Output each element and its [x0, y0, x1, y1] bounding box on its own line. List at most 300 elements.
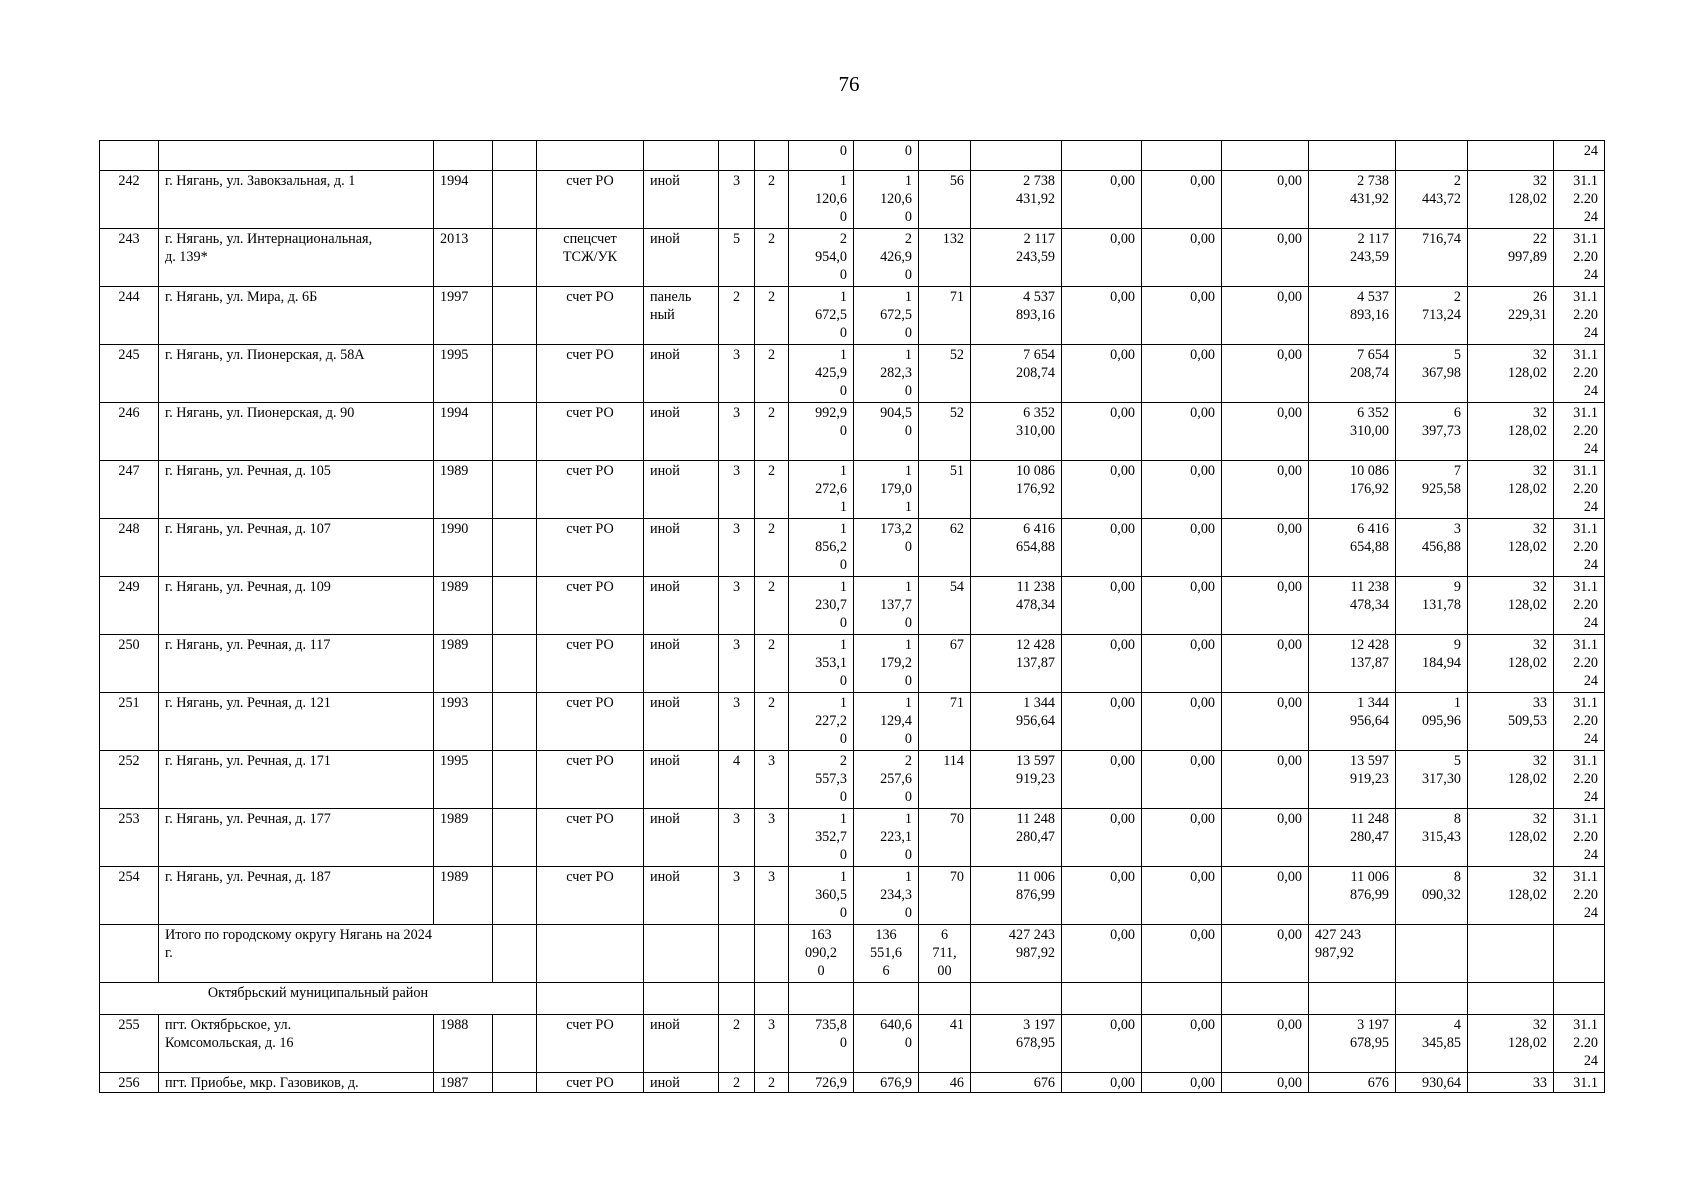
- cell-own: 676: [1309, 1073, 1396, 1093]
- cell-c1: 0,00: [1062, 635, 1142, 693]
- table-row: [100, 229, 1605, 287]
- cell-entr: 2: [755, 519, 789, 577]
- table-row: [100, 693, 1605, 751]
- cell-addr: г. Нягань, ул. Речная, д. 177: [159, 809, 434, 867]
- cell-addr: г. Нягань, ул. Речная, д. 107: [159, 519, 434, 577]
- cell-entr: 2: [755, 287, 789, 345]
- cell-entr: 2: [755, 635, 789, 693]
- table-cell: [919, 141, 971, 171]
- table-cell: [1222, 141, 1309, 171]
- cell-limit: 32 128,02: [1468, 867, 1554, 925]
- cell-own: 6 352 310,00: [1309, 403, 1396, 461]
- cell-c3: 0,00: [1222, 519, 1309, 577]
- cell-limit: 26 229,31: [1468, 287, 1554, 345]
- table-cell: [854, 983, 919, 1015]
- cell-year: 1989: [434, 867, 493, 925]
- cell-year: 1995: [434, 345, 493, 403]
- table-cell: [971, 983, 1062, 1015]
- cell-blank: [493, 809, 537, 867]
- cell-area: 726,9: [789, 1073, 854, 1093]
- cell-c3: 0,00: [1222, 1073, 1309, 1093]
- cell-n: 248: [100, 519, 159, 577]
- cell-floors: 3: [719, 171, 755, 229]
- table-cell: [1554, 925, 1605, 983]
- cell-c3: 0,00: [1222, 171, 1309, 229]
- cell-addr: г. Нягань, ул. Завокзальная, д. 1: [159, 171, 434, 229]
- cell-cost: 1 344 956,64: [971, 693, 1062, 751]
- cell-fund: счет РО: [537, 809, 644, 867]
- cell-c2: 0,00: [1142, 229, 1222, 287]
- cell-own: 6 416 654,88: [1309, 519, 1396, 577]
- table-row: [100, 809, 1605, 867]
- cell-c3: 0,00: [1222, 1015, 1309, 1073]
- cell-fund: счет РО: [537, 693, 644, 751]
- cell-cost: 6 352 310,00: [971, 403, 1062, 461]
- cell-living: 1 179,0 1: [854, 461, 919, 519]
- cell-year: 1989: [434, 809, 493, 867]
- cell-year: 1997: [434, 287, 493, 345]
- cell-blank: [493, 345, 537, 403]
- cell-own: 2 738 431,92: [1309, 171, 1396, 229]
- cell-c3: 0,00: [1222, 867, 1309, 925]
- cell-unit: 6 397,73: [1396, 403, 1468, 461]
- cell-living: 1 129,4 0: [854, 693, 919, 751]
- cell-unit: 9 131,78: [1396, 577, 1468, 635]
- cell-date: 31.1 2.20 24: [1554, 229, 1605, 287]
- cell-fund: счет РО: [537, 403, 644, 461]
- cell-living: 676,9: [854, 1073, 919, 1093]
- cell-year: 1989: [434, 577, 493, 635]
- table-cell: [1396, 925, 1468, 983]
- cell-area: 1 672,5 0: [789, 287, 854, 345]
- cell-res: 41: [919, 1015, 971, 1073]
- cell-area: 1 360,5 0: [789, 867, 854, 925]
- table-row: [100, 345, 1605, 403]
- cell-c1: 0,00: [1062, 171, 1142, 229]
- cell-blank: [493, 751, 537, 809]
- cell-unit: 4 345,85: [1396, 1015, 1468, 1073]
- cell-floors: 3: [719, 867, 755, 925]
- cell-res: 56: [919, 171, 971, 229]
- cell-date: 31.1 2.20 24: [1554, 635, 1605, 693]
- cell-walls: иной: [644, 229, 719, 287]
- cell-date: 31.1 2.20 24: [1554, 751, 1605, 809]
- cell-year: 1994: [434, 403, 493, 461]
- cell-addr: г. Нягань, ул. Речная, д. 187: [159, 867, 434, 925]
- cell-living: 2 257,6 0: [854, 751, 919, 809]
- cell-c1: 0,00: [1062, 461, 1142, 519]
- cell-c1: 0,00: [1062, 287, 1142, 345]
- cell-res: 114: [919, 751, 971, 809]
- table-cell: [1468, 925, 1554, 983]
- cell-blank: [493, 577, 537, 635]
- cell-cost: 2 117 243,59: [971, 229, 1062, 287]
- cell-res: 70: [919, 809, 971, 867]
- cell-living: 173,2 0: [854, 519, 919, 577]
- cell-c2: 0,00: [1142, 403, 1222, 461]
- cell-entr: 2: [755, 577, 789, 635]
- cell-c3: 0,00: [1222, 693, 1309, 751]
- table-cell: [789, 983, 854, 1015]
- cell-fund: счет РО: [537, 635, 644, 693]
- cell-own: 11 238 478,34: [1309, 577, 1396, 635]
- cell-c2: 0,00: [1142, 577, 1222, 635]
- cell-c3: 0,00: [1222, 751, 1309, 809]
- cell-n: 253: [100, 809, 159, 867]
- cell-n: 244: [100, 287, 159, 345]
- table-cell: [159, 141, 434, 171]
- cell-addr: пгт. Приобье, мкр. Газовиков, д.: [159, 1073, 434, 1093]
- table-row: [100, 403, 1605, 461]
- cell-entr: 2: [755, 345, 789, 403]
- cell-year: 1995: [434, 751, 493, 809]
- cell-c1: 0,00: [1062, 577, 1142, 635]
- cell-area: 1 227,2 0: [789, 693, 854, 751]
- cell-fund: счет РО: [537, 345, 644, 403]
- cell-living: 1 672,5 0: [854, 287, 919, 345]
- cell-c2: 0,00: [1142, 751, 1222, 809]
- cell-addr: пгт. Октябрьское, ул. Комсомольская, д. 16: [159, 1015, 434, 1073]
- cell-c2: 0,00: [1142, 693, 1222, 751]
- table-cell: [1396, 141, 1468, 171]
- cell-blank: [493, 1073, 537, 1093]
- cell-floors: 2: [719, 1073, 755, 1093]
- cell-limit: 32 128,02: [1468, 577, 1554, 635]
- cell-c3: 0,00: [1222, 809, 1309, 867]
- cell-walls: иной: [644, 519, 719, 577]
- table-cell: [537, 141, 644, 171]
- cell-walls: иной: [644, 1073, 719, 1093]
- table-row: [100, 867, 1605, 925]
- cell-unit: 8 090,32: [1396, 867, 1468, 925]
- cell-living: 904,5 0: [854, 403, 919, 461]
- cell-fund: счет РО: [537, 171, 644, 229]
- cell-addr: г. Нягань, ул. Речная, д. 117: [159, 635, 434, 693]
- table-row: [100, 1073, 1605, 1093]
- cell-floors: 3: [719, 461, 755, 519]
- cell-blank: [493, 867, 537, 925]
- table-cell: [1468, 983, 1554, 1015]
- cell-walls: иной: [644, 461, 719, 519]
- cell-res: 62: [919, 519, 971, 577]
- table-cell: [493, 925, 537, 983]
- table-cell: [644, 141, 719, 171]
- cell-floors: 3: [719, 345, 755, 403]
- cell-unit: 8 315,43: [1396, 809, 1468, 867]
- cell-own: 1 344 956,64: [1309, 693, 1396, 751]
- cell-n: 251: [100, 693, 159, 751]
- cell-area: 1 352,7 0: [789, 809, 854, 867]
- section-title: Октябрьский муниципальный район: [100, 983, 537, 1015]
- cell-year: 1990: [434, 519, 493, 577]
- cell-year: 2013: [434, 229, 493, 287]
- table-row: [100, 171, 1605, 229]
- cell-cost: 6 416 654,88: [971, 519, 1062, 577]
- cell-floors: 3: [719, 519, 755, 577]
- cell-c2: 0,00: [1142, 867, 1222, 925]
- cell-n: 246: [100, 403, 159, 461]
- cell-c1: 0,00: [1062, 809, 1142, 867]
- cell-fund: счет РО: [537, 461, 644, 519]
- cell-c3: 0,00: [1222, 403, 1309, 461]
- cell-unit: 3 456,88: [1396, 519, 1468, 577]
- cell-floors: 3: [719, 809, 755, 867]
- cell-entr: 3: [755, 809, 789, 867]
- cell-c1: 0,00: [1062, 229, 1142, 287]
- cell-area: 1 425,9 0: [789, 345, 854, 403]
- cell-date: 31.1 2.20 24: [1554, 519, 1605, 577]
- table-cell: [719, 925, 755, 983]
- cell-year: 1994: [434, 171, 493, 229]
- cell-limit: 32 128,02: [1468, 403, 1554, 461]
- cell-fund: счет РО: [537, 1073, 644, 1093]
- table-cell: [434, 141, 493, 171]
- table-cell: [537, 983, 644, 1015]
- table-row: [100, 519, 1605, 577]
- cell-c2: 0,00: [1142, 345, 1222, 403]
- table-row: [100, 287, 1605, 345]
- cell-res: 71: [919, 287, 971, 345]
- table-cell: [755, 925, 789, 983]
- total-cost: 427 243 987,92: [971, 925, 1062, 983]
- cell-area: 1 272,6 1: [789, 461, 854, 519]
- table-cell: 0: [789, 141, 854, 171]
- cell-date: 31.1 2.20 24: [1554, 1015, 1605, 1073]
- table-cell: [1554, 983, 1605, 1015]
- table-cell: [100, 141, 159, 171]
- table-cell: [1309, 983, 1396, 1015]
- cell-entr: 3: [755, 867, 789, 925]
- cell-c1: 0,00: [1062, 693, 1142, 751]
- cell-blank: [493, 403, 537, 461]
- table-row: [100, 751, 1605, 809]
- cell-limit: 32 128,02: [1468, 809, 1554, 867]
- table-cell: [1062, 983, 1142, 1015]
- cell-entr: 3: [755, 1015, 789, 1073]
- cell-n: 242: [100, 171, 159, 229]
- cell-addr: г. Нягань, ул. Речная, д. 171: [159, 751, 434, 809]
- table-cell: [755, 983, 789, 1015]
- cell-c3: 0,00: [1222, 345, 1309, 403]
- cell-limit: 32 128,02: [1468, 345, 1554, 403]
- cell-entr: 2: [755, 461, 789, 519]
- cell-own: 4 537 893,16: [1309, 287, 1396, 345]
- table-cell: [1142, 141, 1222, 171]
- cell-c3: 0,00: [1222, 577, 1309, 635]
- cell-cost: 10 086 176,92: [971, 461, 1062, 519]
- cell-area: 1 230,7 0: [789, 577, 854, 635]
- cell-n: 250: [100, 635, 159, 693]
- total-row: [100, 925, 1605, 983]
- cell-cost: 2 738 431,92: [971, 171, 1062, 229]
- cell-fund: счет РО: [537, 1015, 644, 1073]
- cell-walls: иной: [644, 1015, 719, 1073]
- cell-living: 1 223,1 0: [854, 809, 919, 867]
- cell-limit: 33: [1468, 1073, 1554, 1093]
- cell-floors: 3: [719, 693, 755, 751]
- cell-cost: 11 238 478,34: [971, 577, 1062, 635]
- cell-c1: 0,00: [1062, 1015, 1142, 1073]
- cell-cost: 11 006 876,99: [971, 867, 1062, 925]
- cell-fund: счет РО: [537, 867, 644, 925]
- cell-c2: 0,00: [1142, 519, 1222, 577]
- cell-living: 640,6 0: [854, 1015, 919, 1073]
- cell-date: 31.1 2.20 24: [1554, 461, 1605, 519]
- cell-addr: г. Нягань, ул. Мира, д. 6Б: [159, 287, 434, 345]
- cell-limit: 32 128,02: [1468, 635, 1554, 693]
- cell-blank: [493, 171, 537, 229]
- cell-fund: счет РО: [537, 577, 644, 635]
- cell-c3: 0,00: [1222, 635, 1309, 693]
- cell-unit: 2 713,24: [1396, 287, 1468, 345]
- cell-n: 256: [100, 1073, 159, 1093]
- cell-n: 252: [100, 751, 159, 809]
- cell-addr: г. Нягань, ул. Речная, д. 121: [159, 693, 434, 751]
- total-label: Итого по городскому округу Нягань на 2024 г.: [159, 925, 493, 983]
- cell-limit: 22 997,89: [1468, 229, 1554, 287]
- cell-limit: 33 509,53: [1468, 693, 1554, 751]
- cell-unit: 716,74: [1396, 229, 1468, 287]
- cell-unit: 9 184,94: [1396, 635, 1468, 693]
- cell-n: 249: [100, 577, 159, 635]
- registry-table: [99, 140, 1605, 1093]
- cell-unit: 930,64: [1396, 1073, 1468, 1093]
- cell-walls: иной: [644, 171, 719, 229]
- cell-living: 1 282,3 0: [854, 345, 919, 403]
- cell-cost: 13 597 919,23: [971, 751, 1062, 809]
- cell-c2: 0,00: [1142, 635, 1222, 693]
- cell-area: 1 856,2 0: [789, 519, 854, 577]
- total-c3: 0,00: [1222, 925, 1309, 983]
- total-area: 163 090,2 0: [789, 925, 854, 983]
- cell-cost: 11 248 280,47: [971, 809, 1062, 867]
- cell-date: 31.1 2.20 24: [1554, 345, 1605, 403]
- cell-unit: 1 095,96: [1396, 693, 1468, 751]
- table-cell: 24: [1554, 141, 1605, 171]
- cell-c2: 0,00: [1142, 1073, 1222, 1093]
- cell-date: 31.1 2.20 24: [1554, 577, 1605, 635]
- total-own: 427 243 987,92: [1309, 925, 1396, 983]
- cell-year: 1993: [434, 693, 493, 751]
- table-row: [100, 635, 1605, 693]
- cell-res: 52: [919, 403, 971, 461]
- table-cell: [719, 983, 755, 1015]
- cell-walls: иной: [644, 867, 719, 925]
- cell-date: 31.1 2.20 24: [1554, 867, 1605, 925]
- cell-addr: г. Нягань, ул. Речная, д. 105: [159, 461, 434, 519]
- cell-entr: 2: [755, 693, 789, 751]
- table-row: [100, 1015, 1605, 1073]
- cell-c1: 0,00: [1062, 1073, 1142, 1093]
- cell-blank: [493, 519, 537, 577]
- cell-c3: 0,00: [1222, 461, 1309, 519]
- cell-limit: 32 128,02: [1468, 1015, 1554, 1073]
- cell-c2: 0,00: [1142, 809, 1222, 867]
- cell-entr: 2: [755, 403, 789, 461]
- cell-n: 254: [100, 867, 159, 925]
- cell-blank: [493, 693, 537, 751]
- cell-own: 11 006 876,99: [1309, 867, 1396, 925]
- total-c2: 0,00: [1142, 925, 1222, 983]
- table-cell: [1222, 983, 1309, 1015]
- total-c1: 0,00: [1062, 925, 1142, 983]
- cell-cost: 3 197 678,95: [971, 1015, 1062, 1073]
- total-living: 136 551,6 6: [854, 925, 919, 983]
- cell-entr: 3: [755, 751, 789, 809]
- cell-own: 7 654 208,74: [1309, 345, 1396, 403]
- table-cell: [644, 925, 719, 983]
- table-cell: [1468, 141, 1554, 171]
- cell-floors: 5: [719, 229, 755, 287]
- cell-own: 13 597 919,23: [1309, 751, 1396, 809]
- cell-c3: 0,00: [1222, 229, 1309, 287]
- cell-res: 71: [919, 693, 971, 751]
- table-row: [100, 577, 1605, 635]
- table-cell: [919, 983, 971, 1015]
- cell-own: 10 086 176,92: [1309, 461, 1396, 519]
- cell-area: 1 353,1 0: [789, 635, 854, 693]
- cell-own: 12 428 137,87: [1309, 635, 1396, 693]
- cell-c2: 0,00: [1142, 1015, 1222, 1073]
- cell-addr: г. Нягань, ул. Интернациональная, д. 139*: [159, 229, 434, 287]
- cell-res: 51: [919, 461, 971, 519]
- cell-entr: 2: [755, 171, 789, 229]
- cell-entr: 2: [755, 229, 789, 287]
- cell-walls: иной: [644, 751, 719, 809]
- table-row-continuation: [100, 141, 1605, 171]
- cell-area: 992,9 0: [789, 403, 854, 461]
- cell-c1: 0,00: [1062, 519, 1142, 577]
- cell-entr: 2: [755, 1073, 789, 1093]
- cell-n: 255: [100, 1015, 159, 1073]
- cell-limit: 32 128,02: [1468, 751, 1554, 809]
- cell-year: 1987: [434, 1073, 493, 1093]
- cell-walls: иной: [644, 403, 719, 461]
- cell-fund: счет РО: [537, 519, 644, 577]
- cell-res: 54: [919, 577, 971, 635]
- cell-n: 247: [100, 461, 159, 519]
- cell-floors: 2: [719, 1015, 755, 1073]
- cell-living: 2 426,9 0: [854, 229, 919, 287]
- cell-n: 245: [100, 345, 159, 403]
- cell-area: 2 557,3 0: [789, 751, 854, 809]
- cell-blank: [493, 229, 537, 287]
- cell-date: 31.1 2.20 24: [1554, 287, 1605, 345]
- cell-area: 735,8 0: [789, 1015, 854, 1073]
- cell-cost: 12 428 137,87: [971, 635, 1062, 693]
- cell-addr: г. Нягань, ул. Пионерская, д. 90: [159, 403, 434, 461]
- table-cell: [493, 141, 537, 171]
- cell-date: 31.1 2.20 24: [1554, 809, 1605, 867]
- cell-unit: 7 925,58: [1396, 461, 1468, 519]
- cell-floors: 3: [719, 577, 755, 635]
- cell-living: 1 137,7 0: [854, 577, 919, 635]
- cell-living: 1 120,6 0: [854, 171, 919, 229]
- cell-year: 1989: [434, 461, 493, 519]
- page-number: 76: [838, 72, 860, 96]
- cell-limit: 32 128,02: [1468, 171, 1554, 229]
- cell-addr: г. Нягань, ул. Речная, д. 109: [159, 577, 434, 635]
- table-cell: 0: [854, 141, 919, 171]
- cell-year: 1988: [434, 1015, 493, 1073]
- cell-living: 1 234,3 0: [854, 867, 919, 925]
- cell-cost: 7 654 208,74: [971, 345, 1062, 403]
- cell-blank: [493, 1015, 537, 1073]
- cell-walls: иной: [644, 693, 719, 751]
- cell-blank: [493, 287, 537, 345]
- table-cell: [719, 141, 755, 171]
- cell-c2: 0,00: [1142, 171, 1222, 229]
